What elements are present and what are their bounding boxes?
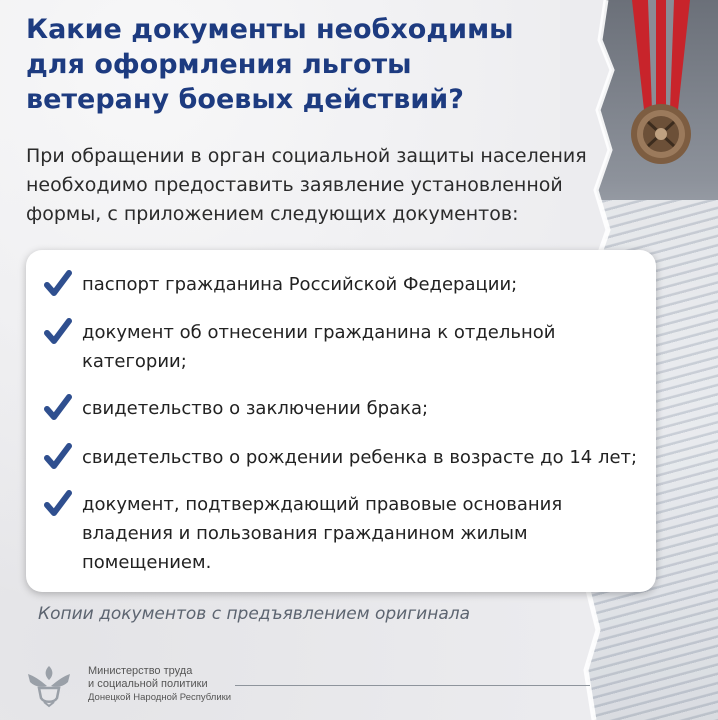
ministry-name-line: и социальной политики [88,678,208,690]
document-text [82,318,642,376]
document-line: документ об отнесении гражданина к отдельной [82,322,556,343]
title-line: Какие документы необходимы [26,14,514,45]
intro-paragraph [26,142,586,229]
document-line: свидетельство о рождении ребенка в возрасте до 14 лет; [82,447,638,468]
documents-card [26,250,656,592]
check-mark-icon [44,270,72,298]
medal-icon [626,0,696,170]
intro-line: При обращении в орган социальной защиты населения [26,145,587,167]
intro-line: формы, с приложением следующих документов: [26,203,519,225]
page-title [26,12,566,117]
document-text [82,490,642,577]
document-line: категории; [82,351,187,372]
document-text [82,394,642,423]
document-text [82,270,642,299]
ministry-emblem-icon [24,662,74,708]
document-line: владения и пользования гражданином жилым [82,523,528,544]
intro-line: необходимо предоставить заявление установленной [26,174,563,196]
copies-note: Копии документов с предъявлением оригинала [38,604,471,624]
title-line: для оформления льготы [26,49,412,80]
document-line: помещением. [82,552,212,573]
title-line: ветерану боевых действий? [26,84,464,115]
ministry-name [88,665,231,704]
document-line: свидетельство о заключении брака; [82,398,429,419]
ministry-name-line: Министерство труда [88,665,193,677]
document-line: паспорт гражданина Российской Федерации; [82,274,518,295]
check-mark-icon [44,318,72,346]
ministry-name-line: Донецкой Народной Республики [88,692,232,703]
footer-divider [235,685,590,686]
document-text [82,443,642,472]
document-line: документ, подтверждающий правовые основания [82,494,563,515]
check-mark-icon [44,443,72,471]
check-mark-icon [44,490,72,518]
check-mark-icon [44,394,72,422]
